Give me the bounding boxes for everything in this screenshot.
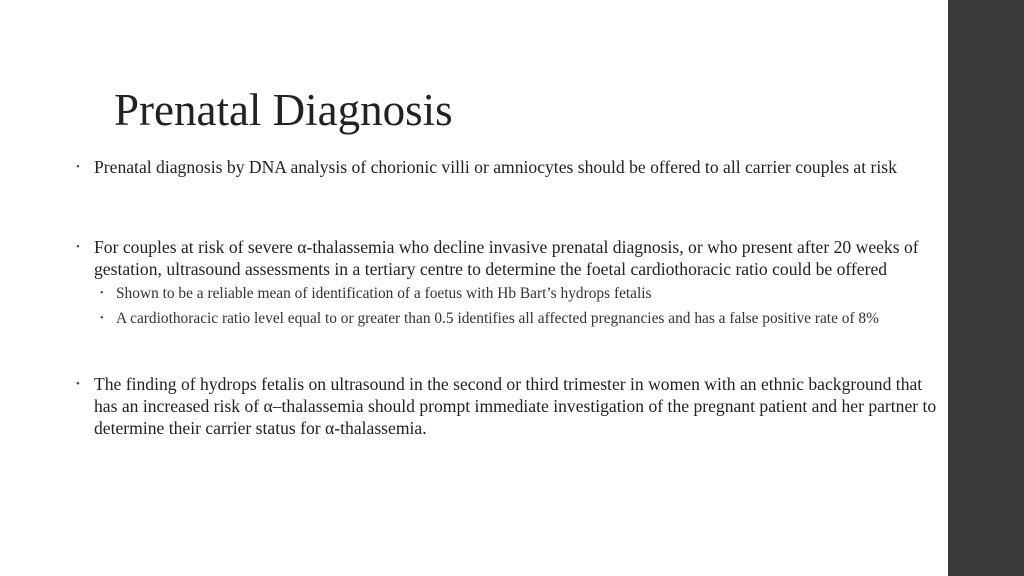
bullet-text: For couples at risk of severe α-thalassemia who decline invasive prenatal diagnosis, or who present after 20 weeks of gestation, ultrasound assessments in a tertiary centre to determine the foetal cardiothoracic ratio could be offered: [94, 237, 919, 279]
bullet-item: [76, 236, 946, 280]
sub-bullet-item: [76, 309, 946, 329]
bullet-text: The finding of hydrops fetalis on ultrasound in the second or third trimester in women with an ethnic background that has an increased risk of α–thalassemia should prompt immediate investigation of the pregnant patient and her partner to determine their carrier status for α-thalassemia.: [94, 374, 937, 438]
bullet-text: Prenatal diagnosis by DNA analysis of chorionic villi or amniocytes should be offered to all carrier couples at risk: [94, 157, 897, 177]
bullet-marker: •: [76, 161, 80, 173]
side-accent-bar: [948, 0, 1024, 576]
sub-bullet-text: A cardiothoracic ratio level equal to or greater than 0.5 identifies all affected pregnancies and has a false positive rate of 8%: [116, 310, 879, 327]
sub-bullet-text: Shown to be a reliable mean of identification of a foetus with Hb Bart’s hydrops fetalis: [116, 285, 652, 302]
slide-content: [76, 156, 946, 439]
bullet-marker: •: [76, 378, 80, 390]
sub-bullet-marker: •: [100, 313, 104, 324]
sub-bullet-marker: •: [100, 288, 104, 299]
bullet-item: [76, 373, 946, 439]
bullet-marker: •: [76, 241, 80, 253]
bullet-item: [76, 156, 946, 178]
sub-bullet-item: [76, 284, 946, 304]
slide-title: Prenatal Diagnosis: [114, 85, 453, 135]
